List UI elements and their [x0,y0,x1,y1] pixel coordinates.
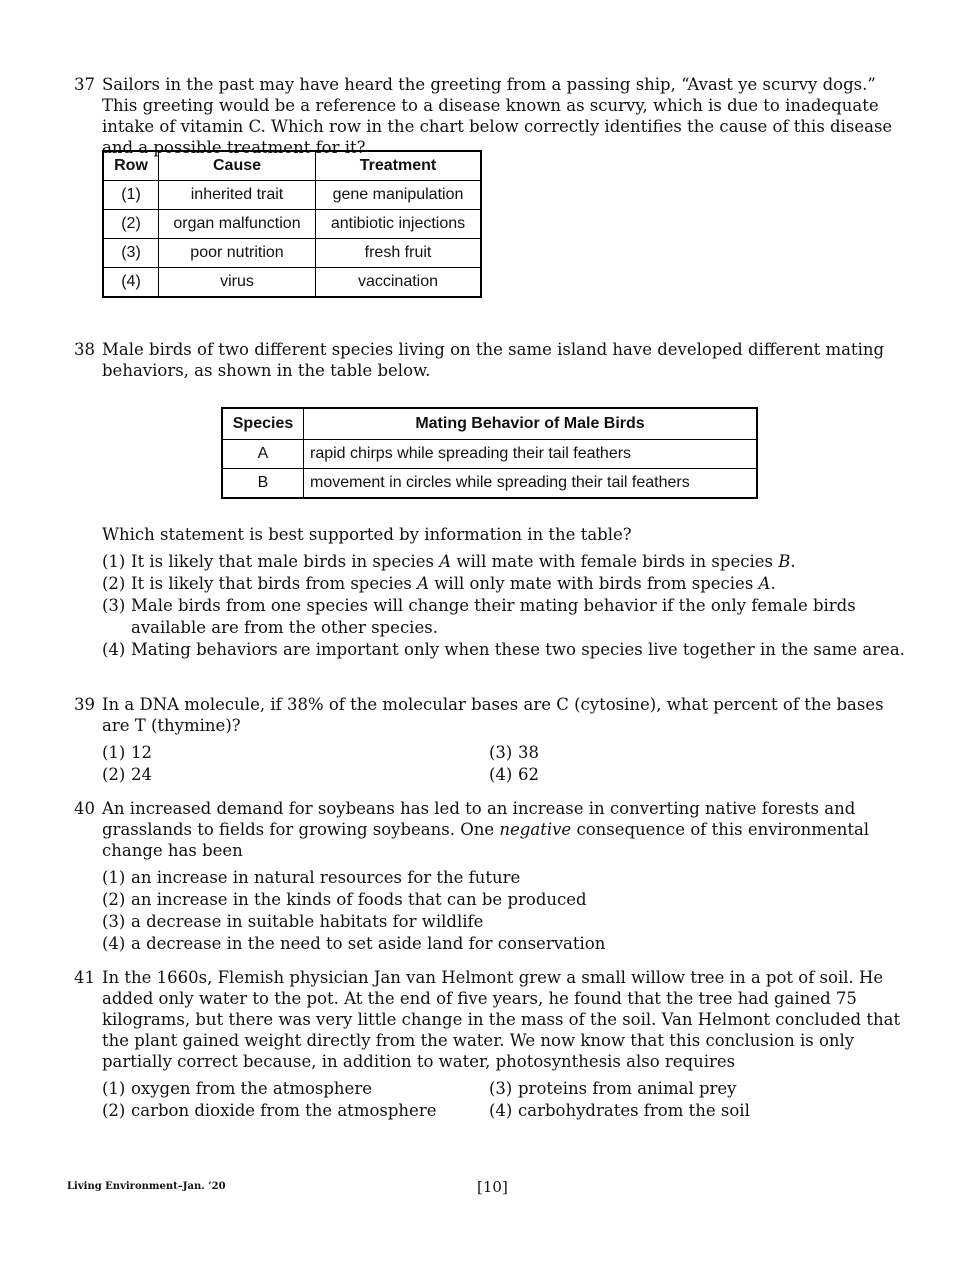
answer-option[interactable] [102,889,914,911]
answer-option[interactable] [102,595,914,639]
option-label: (4) [489,1101,513,1120]
option-label: (3) [102,596,126,615]
question-prompt: Which statement is best supported by information in the table? [102,525,632,544]
option-text: carbohydrates from the soil [518,1101,750,1120]
question-number: 40 [74,799,95,818]
table-cell: inherited trait [159,181,316,210]
option-text: a decrease in the need to set aside land for conservation [131,934,606,953]
option-label: (1) [102,743,126,762]
question-41 [74,967,914,1122]
option-text: proteins from animal prey [518,1079,737,1098]
question-number: 41 [74,968,95,987]
answer-option[interactable] [102,764,489,786]
table-row [222,440,757,469]
answer-option[interactable] [489,1100,876,1122]
table-cell: (2) [103,210,159,239]
col-header: Treatment [316,151,482,181]
answer-option[interactable] [102,639,914,661]
option-label: (1) [102,552,126,571]
answer-options [102,1078,914,1122]
option-text: an increase in natural resources for the future [131,868,521,887]
answer-option[interactable] [489,764,876,786]
option-text: It is likely that male birds in species [131,552,440,571]
table-cell: poor nutrition [159,239,316,268]
answer-option[interactable] [102,742,489,764]
table-row [103,268,481,298]
question-38 [74,339,914,381]
table-cell: organ malfunction [159,210,316,239]
table-header-row [103,151,481,181]
col-header: Cause [159,151,316,181]
option-text: a decrease in suitable habitats for wildlife [131,912,484,931]
emphasis-word: negative [499,820,572,839]
exam-name: Living Environment–Jan. ’20 [67,1181,226,1192]
answer-option[interactable] [489,742,876,764]
question-text-part: An increased demand for soybeans has led to an increase in converting native forests and grasslands to fields for growing soybeans. One [102,799,856,839]
table-cell: (4) [103,268,159,298]
table-cell: gene manipulation [316,181,482,210]
answer-option[interactable] [102,1100,489,1122]
option-label: (1) [102,868,126,887]
page-number: [10] [477,1178,508,1196]
option-text: 62 [518,765,539,784]
option-label: (4) [102,640,126,659]
option-text: It is likely that birds from species [131,574,418,593]
table-row [103,210,481,239]
table-row [103,181,481,210]
option-label: (2) [102,890,126,909]
species-letter: A [417,574,430,593]
option-text: . [790,552,796,571]
option-text: carbon dioxide from the atmosphere [131,1101,437,1120]
answer-options [102,551,914,661]
species-letter: A [758,574,771,593]
answer-option[interactable] [102,933,914,955]
table-cell: movement in circles while spreading their tail feathers [304,469,758,499]
answer-option[interactable] [102,911,914,933]
option-label: (3) [489,1079,513,1098]
species-letter: A [439,552,452,571]
table-cell: rapid chirps while spreading their tail feathers [304,440,758,469]
option-label: (1) [102,1079,126,1098]
answer-options [102,742,914,786]
answer-options [102,867,914,955]
table-cell: (3) [103,239,159,268]
option-label: (3) [489,743,513,762]
question-38-choices [74,524,914,661]
col-header: Mating Behavior of Male Birds [304,408,758,440]
option-label: (3) [102,912,126,931]
table-cell: antibiotic injections [316,210,482,239]
option-text: . [770,574,776,593]
question-text: In the 1660s, Flemish physician Jan van Helmont grew a small willow tree in a pot of soil. He added only water to the pot. At the end of five years, he found that the tree had gained 75 kilograms, but there was very little change in the mass of the soil. Van Helmont concluded that the plant gained weight directly from the water. We now know that this conclusion is only partially correct because, in addition to water, photosynthesis also requires [102,968,901,1071]
table-cell: fresh fruit [316,239,482,268]
answer-option[interactable] [102,1078,489,1100]
option-text: Male birds from one species will change their mating behavior if the only female birds available are from the other species. [131,596,856,637]
option-label: (4) [102,934,126,953]
option-label: (2) [102,1101,126,1120]
table-cell: virus [159,268,316,298]
question-number: 39 [74,695,95,714]
option-text: oxygen from the atmosphere [131,1079,372,1098]
option-text: 24 [131,765,152,784]
question-number: 37 [74,75,95,94]
table-cell: (1) [103,181,159,210]
answer-option[interactable] [102,551,914,573]
option-text: will mate with female birds in species [451,552,779,571]
answer-option[interactable] [102,867,914,889]
table-row [222,469,757,499]
species-letter: B [778,552,791,571]
option-text: an increase in the kinds of foods that can be produced [131,890,587,909]
question-39 [74,694,914,786]
table-cell: A [222,440,304,469]
question-text [102,798,914,861]
question-text-part: consequence of this environmental change has been [102,820,870,860]
option-text: 38 [518,743,539,762]
question-40 [74,798,914,955]
option-label: (2) [102,765,126,784]
question-37 [74,74,914,158]
col-header: Species [222,408,304,440]
col-header: Row [103,151,159,181]
answer-option[interactable] [489,1078,876,1100]
table-header-row [222,408,757,440]
table-row [103,239,481,268]
option-label: (2) [102,574,126,593]
answer-option[interactable] [102,573,914,595]
option-text: Mating behaviors are important only when these two species live together in the same area. [131,640,905,659]
table-cell: vaccination [316,268,482,298]
question-text: In a DNA molecule, if 38% of the molecular bases are C (cytosine), what percent of the bases are T (thymine)? [102,695,884,735]
scurvy-table [102,150,482,298]
option-text: 12 [131,743,152,762]
question-text: Male birds of two different species living on the same island have developed different mating behaviors, as shown in the table below. [102,340,885,380]
question-text: Sailors in the past may have heard the greeting from a passing ship, “Avast ye scurvy dogs.” This greeting would be a reference to a disease known as scurvy, which is due to inadequate intake of vitamin C. Which row in the chart below correctly identifies the cause of this disease and a possible treatment for it? [102,75,893,157]
mating-behavior-table [221,407,758,499]
question-number: 38 [74,340,95,359]
option-label: (4) [489,765,513,784]
option-text: will only mate with birds from species [429,574,759,593]
table-cell: B [222,469,304,499]
